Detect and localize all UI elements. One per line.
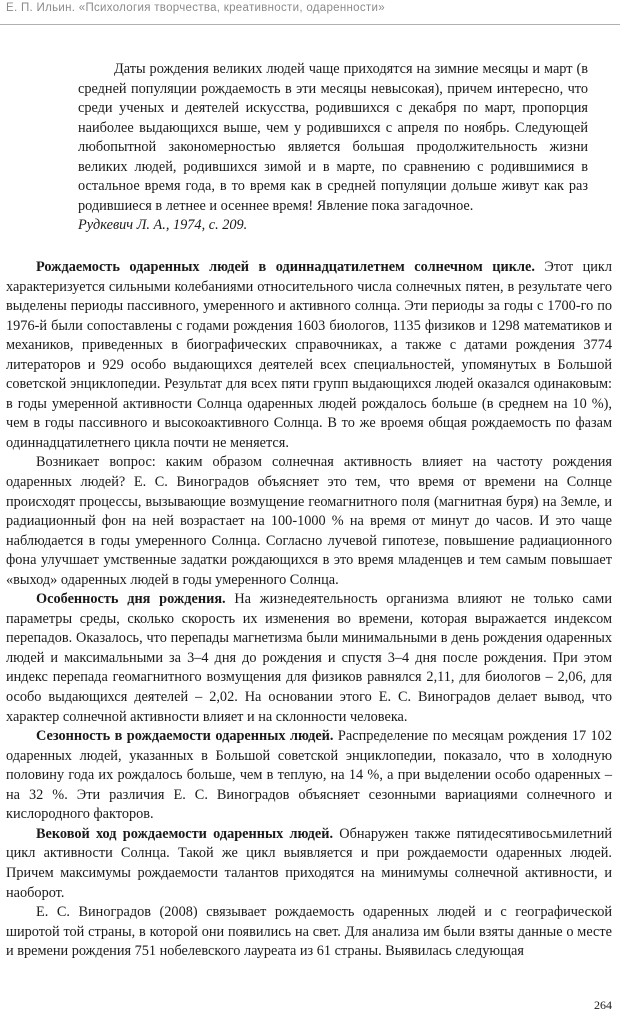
paragraph-text: Возникает вопрос: каким образом солнечная активность влияет на частоту рождения одаренных людей? Е. С. Виноградов объясняет это тем, что время от времени на Солнце происходят процессы, вызывающие возмущение геомагнитного поля (магнитная буря) на Земле, и радиационный фон на ней возрастает на 100-1000 % на время от минут до часов. И это чаще наблюдается в годы умеренного Солнца. Согласно лучевой гипотезе, повышение радиационного фона улучшает умственные задатки рождающихся в это время младенцев и тем самым повышает «выход» одаренных людей в годы умеренного Солнца. xyxy=(6,454,612,588)
heading-secular-trend: Вековой ход рождаемости одаренных людей. xyxy=(36,825,334,842)
paragraph-question xyxy=(6,453,612,590)
paragraph-secular-trend xyxy=(6,825,612,903)
paragraph-latitude xyxy=(6,903,612,962)
paragraph-text: Этот цикл характеризуется сильными колебаниями относительного числа солнечных пятен, в результате чего выделены периоды пассивного, умеренного и активного солнца. Эти периоды за годы с 1700-го по 1976-й были сопоставлены с годами рождения 1603 биологов, 1135 физиков и 1298 математиков и механиков, приведенных в биографических справочниках, а также с датами рождения 3774 литераторов и 929 особо выдающихся деятелей всех специальностей, упомянутых в Большой советской энциклопедии. Результат для всех пяти групп выдающихся людей оказался одинаковым: в годы умеренной активности Солнца одаренных людей рождалось больше (в среднем на 10 %), чем в годы пассивного и высокоактивного Солнца. В то же вроемя общая рождаемость по фазам одиннадцатилетнего цикла почти не меняется. xyxy=(6,259,612,451)
paragraph-solar-cycle xyxy=(6,258,612,453)
paragraph-text: Обнаружен также пятидесятивосьмилетний цикл активности Солнца. Такой же цикл выявляется и при рождаемости одаренных людей. Причем максимумы рождаемости талантов приходятся на минимумы солнечной активности, и наоборот. xyxy=(6,825,613,901)
heading-solar-cycle: Рождаемость одаренных людей в одиннадцатилетнем солнечном цикле. xyxy=(36,259,535,275)
heading-seasonality: Сезонность в рождаемости одаренных людей. xyxy=(36,728,334,745)
paragraph-birthday xyxy=(6,590,612,727)
quote-text: Даты рождения великих людей чаще приходятся на зимние месяцы и март (в средней популяции рождаемость в эти месяцы невысокая), причем интересно, что среди ученых и деятелей искусства, родившихся с декабря по март, пропорция наиболее выдающихся выше, чем у родившихся с апреля по ноябрь. Следующей любопытной закономерностью является большая продолжительность жизни великих людей, родившихся зимой и в марте, по сравнению с родившимися в остальное время года, в то время как в средней популяции дольше живут как раз родившиеся в летнее и осеннее время! Явление пока загадочное. xyxy=(78,61,588,214)
paragraph-text: Е. С. Виноградов (2008) связывает рождаемость одаренных людей и с географической широтой той страны, в которой они появились на свет. Для анализа им были взяты данные о месте и времени рождения 751 нобелевского лауреата из 61 страны. Выявилась следующая xyxy=(6,904,612,960)
header-rule xyxy=(0,24,620,25)
heading-birthday: Особенность дня рождения. xyxy=(36,591,226,608)
main-text xyxy=(6,258,612,962)
running-head: Е. П. Ильин. «Психология творчества, креативности, одаренности» xyxy=(6,2,385,14)
paragraph-seasonality xyxy=(6,727,612,825)
epigraph-quote xyxy=(78,60,588,236)
paragraph-text: На жизнедеятельность организма влияют не только сами параметры среды, сколько скорость их изменения во времени, которая выражается индексом перепадов. Оказалось, что перепады магнетизма были минимальными в день рождения одаренных людей и максимальными за 3–4 дня до рождения и спустя 3–4 дня после рождения. При этом индекс перепада геомагнитного возмущения для физиков равнялся 2,11, для биологов – 2,06, для особо выдающихся деятелей – 2,02. На основании этого Е. С. Виноградов делает вывод, что характер солнечной активности влияет и на склонности человека. xyxy=(6,591,612,725)
page-number: 264 xyxy=(594,998,612,1012)
quote-citation: Рудкевич Л. А., 1974, с. 209. xyxy=(78,217,248,234)
paragraph-text: Распределение по месяцам рождения 17 102 одаренных людей, указанных в Большой советской энциклопедии, показало, что в холодную половину года их рождалось больше, чем в теплую, на 14 %, а при выделении особо одаренных – на 32 %. Эти различия Е. С. Виноградов объясняет сезонными вариациями солнечного и кислородного факторов. xyxy=(6,728,612,823)
